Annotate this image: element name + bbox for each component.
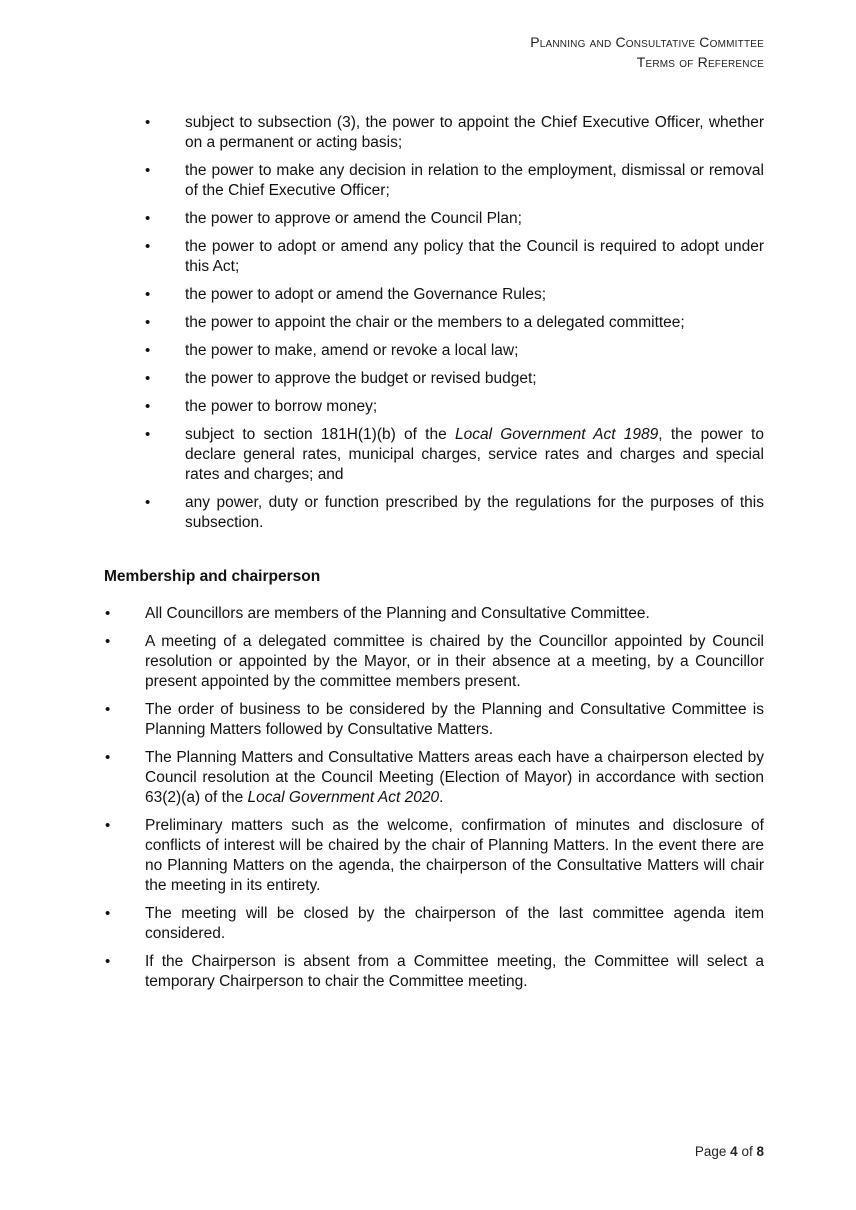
list-item [145, 161, 764, 201]
bullet-icon: • [145, 342, 151, 359]
section-heading: Membership and chairperson [104, 568, 321, 585]
list-item-text: the power to make, amend or revoke a local law; [185, 342, 519, 359]
list-item [105, 748, 764, 808]
header-subtitle: Terms of Reference [636, 54, 764, 70]
header-title: Planning and Consultative Committee [530, 34, 764, 50]
list-item [145, 425, 764, 485]
list-item-text: Preliminary matters such as the welcome, confirmation of minutes and disclosure of conflicts of interest will be chaired by the chair of Planning Matters. In the event there are no Planning Matters on the agenda, the chairperson of the Consultative Matters will chair the meeting in its entirety. [145, 817, 764, 894]
page-header [530, 32, 764, 72]
bullet-icon: • [105, 905, 111, 922]
bullet-icon: • [145, 114, 151, 131]
bullet-icon: • [145, 210, 151, 227]
list-item-text: All Councillors are members of the Planning and Consultative Committee. [145, 605, 650, 622]
list-item-text [145, 749, 764, 806]
list-item [145, 369, 764, 389]
list-item-text: the power to adopt or amend the Governance Rules; [185, 286, 547, 303]
list-item [105, 632, 764, 692]
bullet-icon: • [105, 953, 111, 970]
list-item-text: the power to approve or amend the Council Plan; [185, 210, 522, 227]
bullet-icon: • [145, 314, 151, 331]
list-item-text: If the Chairperson is absent from a Committee meeting, the Committee will select a temporary Chairperson to chair the Committee meeting. [145, 953, 764, 990]
bullet-icon: • [145, 494, 151, 511]
list-item-text: the power to borrow money; [185, 398, 378, 415]
text-part: The Planning Matters and Consultative Matters areas each have a chairperson elected by Council resolution at the Council Meeting (Election of Mayor) in accordance with section 63(2)(a) of the [145, 749, 764, 806]
page-number: 4 [730, 1144, 738, 1159]
page-word: Page [694, 1144, 727, 1159]
list-item-text: the power to make any decision in relation to the employment, dismissal or removal of the Chief Executive Officer; [185, 162, 764, 199]
bullet-icon: • [145, 370, 151, 387]
list-item [105, 904, 764, 944]
list-item [105, 604, 764, 624]
list-item [105, 952, 764, 992]
list-item-text: subject to subsection (3), the power to appoint the Chief Executive Officer, whether on a permanent or acting basis; [185, 114, 764, 151]
text-part: , the power to declare general rates, municipal charges, service rates and charges and special rates and charges; and [185, 426, 764, 483]
list-item [145, 493, 764, 533]
list-item [105, 700, 764, 740]
list-item [145, 113, 764, 153]
membership-list-block [0, 604, 856, 1000]
bullet-icon: • [105, 605, 111, 622]
list-item [145, 285, 764, 305]
list-item [145, 209, 764, 229]
list-item-text: the power to approve the budget or revised budget; [185, 370, 537, 387]
powers-list [0, 113, 856, 533]
act-title: Local Government Act 2020 [247, 789, 440, 806]
list-item [105, 816, 764, 896]
list-item-text: A meeting of a delegated committee is chaired by the Councillor appointed by Council resolution or appointed by the Mayor, or in their absence at a meeting, by a Councillor present appointed by the committee members present. [145, 633, 764, 690]
list-item-text: the power to adopt or amend any policy that the Council is required to adopt under this Act; [185, 238, 764, 275]
text-part: . [439, 789, 444, 806]
list-item [145, 341, 764, 361]
text-part: subject to section 181H(1)(b) of the [185, 426, 455, 443]
bullet-icon: • [105, 749, 111, 766]
list-item-text [185, 426, 764, 483]
bullet-icon: • [145, 398, 151, 415]
of-word: of [741, 1144, 753, 1159]
bullet-icon: • [145, 426, 151, 443]
list-item [145, 313, 764, 333]
list-item-text: The meeting will be closed by the chairperson of the last committee agenda item considered. [145, 905, 764, 942]
bullet-icon: • [105, 817, 111, 834]
page-footer [695, 1142, 764, 1162]
act-title: Local Government Act 1989 [454, 426, 659, 443]
bullet-icon: • [105, 701, 111, 718]
bullet-icon: • [145, 286, 151, 303]
list-item-text: The order of business to be considered by the Planning and Consultative Committee is Planning Matters followed by Consultative Matters. [145, 701, 764, 738]
powers-list-block [0, 113, 856, 541]
bullet-icon: • [105, 633, 111, 650]
list-item-text: the power to appoint the chair or the members to a delegated committee; [185, 314, 685, 331]
list-item [145, 237, 764, 277]
list-item [145, 397, 764, 417]
bullet-icon: • [145, 162, 151, 179]
membership-list [0, 604, 856, 992]
total-pages: 8 [756, 1144, 764, 1159]
bullet-icon: • [145, 238, 151, 255]
list-item-text: any power, duty or function prescribed by the regulations for the purposes of this subsection. [185, 494, 764, 531]
